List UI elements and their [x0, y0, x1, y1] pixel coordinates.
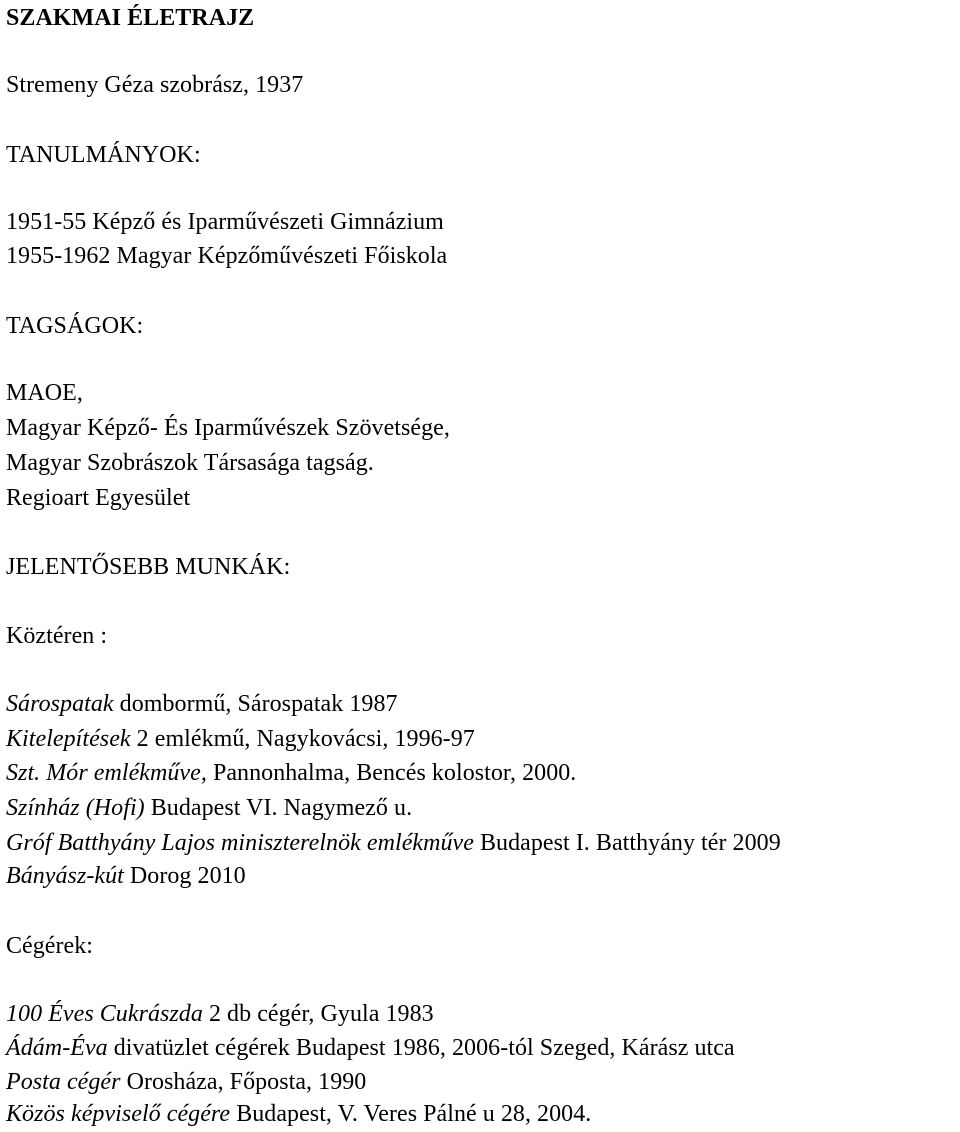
public-work-item	[6, 721, 475, 757]
work-title: Kitelepítések	[6, 726, 131, 752]
public-works-heading: Köztéren :	[6, 623, 108, 649]
page-title: SZAKMAI ÉLETRAJZ	[6, 5, 255, 31]
public-work-item	[6, 858, 246, 894]
sign-details: Orosháza, Főposta, 1990	[120, 1069, 367, 1095]
memberships-heading: TAGSÁGOK:	[6, 313, 144, 339]
work-details: Budapest VI. Nagymező u.	[144, 795, 413, 821]
public-work-item	[6, 790, 412, 826]
public-work-item	[6, 755, 576, 791]
public-work-item	[6, 825, 781, 861]
sign-title: Ádám-Éva	[6, 1035, 108, 1061]
sign-item	[6, 1064, 366, 1100]
sign-title: Posta cégér	[6, 1069, 121, 1095]
work-title: Bányász-kút	[6, 863, 124, 889]
works-heading: JELENTŐSEBB MUNKÁK:	[6, 554, 291, 580]
sign-item	[6, 996, 434, 1032]
sign-details: divatüzlet cégérek Budapest 1986, 2006-tól Szeged, Kárász utca	[107, 1035, 735, 1061]
work-title: Sárospatak	[6, 691, 114, 717]
work-title: Szt. Mór emlékműve,	[6, 760, 207, 786]
sign-title: Közös képviselő cégére	[6, 1101, 231, 1127]
work-details: dombormű, Sárospatak 1987	[113, 691, 398, 717]
work-details: Budapest I. Batthyány tér 2009	[473, 830, 781, 856]
sign-title: 100 Éves Cukrászda	[6, 1001, 203, 1027]
public-work-item	[6, 686, 398, 722]
signs-heading: Cégérek:	[6, 933, 94, 959]
sign-details: 2 db cégér, Gyula 1983	[202, 1001, 434, 1027]
work-title: Színház (Hofi)	[6, 795, 145, 821]
sign-item	[6, 1096, 591, 1132]
subtitle: Stremeny Géza szobrász, 1937	[6, 72, 304, 98]
studies-item: 1951-55 Képző és Iparművészeti Gimnázium	[6, 209, 444, 235]
sign-details: Budapest, V. Veres Pálné u 28, 2004.	[230, 1101, 592, 1127]
memberships-item: MAOE,	[6, 380, 83, 406]
studies-heading: TANULMÁNYOK:	[6, 142, 201, 168]
sign-item	[6, 1030, 735, 1066]
work-details: Pannonhalma, Bencés kolostor, 2000.	[206, 760, 577, 786]
work-details: Dorog 2010	[123, 863, 246, 889]
work-title: Gróf Batthyány Lajos miniszterelnök emlékműve	[6, 830, 474, 856]
studies-item: 1955-1962 Magyar Képzőművészeti Főiskola	[6, 243, 448, 269]
memberships-item: Magyar Szobrászok Társasága tagság.	[6, 450, 374, 476]
work-details: 2 emlékmű, Nagykovácsi, 1996-97	[130, 726, 475, 752]
memberships-item: Regioart Egyesület	[6, 485, 191, 511]
memberships-item: Magyar Képző- És Iparművészek Szövetsége,	[6, 415, 450, 441]
